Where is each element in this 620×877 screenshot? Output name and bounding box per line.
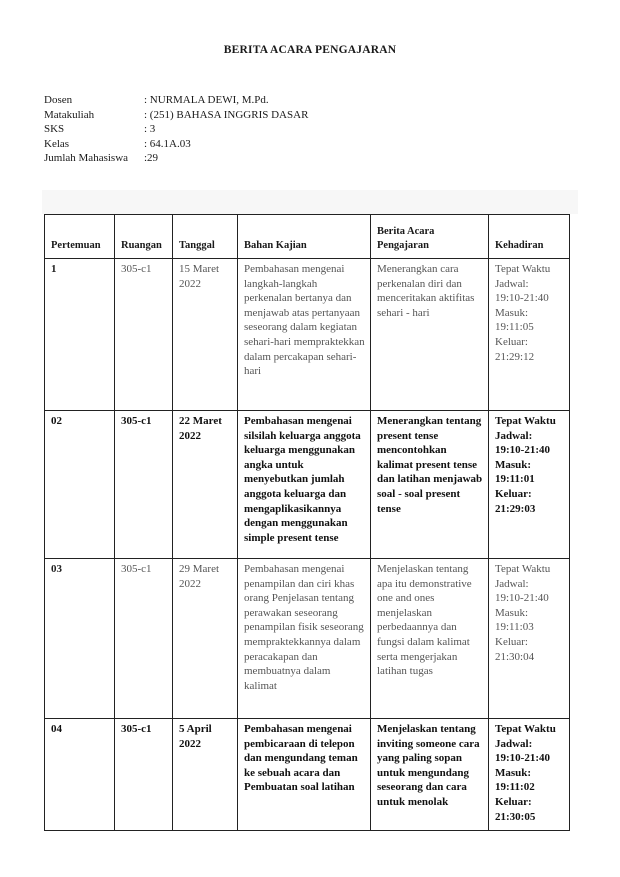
info-row-kelas (44, 137, 308, 152)
cell-pertemuan: 04 (45, 719, 115, 831)
cell-ruangan: 305-c1 (115, 559, 173, 719)
schedule-value: 19:10-21:40 (495, 292, 549, 305)
attendance-status: Tepat Waktu (495, 563, 551, 575)
schedule-label: Jadwal: (495, 577, 529, 590)
header-pertemuan: Pertemuan (45, 215, 115, 259)
info-value: : NURMALA DEWI, M.Pd. (144, 94, 269, 106)
info-value: : 64.1A.03 (144, 137, 191, 150)
info-label: Kelas (44, 137, 70, 150)
info-value: : 3 (144, 123, 156, 136)
check-out-label: Keluar: (495, 795, 532, 808)
check-in-label: Masuk: (495, 306, 528, 319)
check-out-value: 21:30:05 (495, 810, 536, 823)
info-row-matakuliah (44, 108, 308, 123)
check-in-label: Masuk: (495, 766, 532, 779)
check-out-label: Keluar: (495, 635, 528, 648)
schedule-label: Jadwal: (495, 737, 533, 750)
table-row (45, 559, 570, 719)
attendance-status: Tepat Waktu (495, 415, 556, 427)
cell-kehadiran (489, 719, 570, 831)
check-out-value: 21:29:03 (495, 502, 536, 515)
schedule-value: 19:10-21:40 (495, 752, 550, 765)
header-berita-acara: Berita Acara Pengajaran (371, 215, 489, 259)
header-ruangan: Ruangan (115, 215, 173, 259)
cell-pertemuan: 03 (45, 559, 115, 719)
cell-bahan-kajian: Pembahasan mengenai pembicaraan di telepon dan mengundang teman ke sebuah acara dan Pembuatan soal latihan (238, 719, 371, 831)
cell-bahan-kajian: Pembahasan mengenai silsilah keluarga anggota keluarga menggunakan angka untuk menyebutkan jumlah anggota keluarga dan mengaplikasikannya dengan menggunakan simple present tense (238, 411, 371, 559)
cell-berita-acara: Menerangkan cara perkenalan diri dan menceritakan aktifitas sehari - hari (371, 259, 489, 411)
cell-kehadiran (489, 259, 570, 411)
cell-bahan-kajian: Pembahasan mengenai langkah-langkah perkenalan bertanya dan menjawab atas pertanyaan seseorang dalam kegiatan sehari-hari mempraktekkan dalam percakapan sehari-hari (238, 259, 371, 411)
info-label: Matakuliah (44, 108, 95, 121)
table-row (45, 411, 570, 559)
attendance-status: Tepat Waktu (495, 263, 551, 275)
schedule-label: Jadwal: (495, 277, 529, 290)
info-row-sks (44, 122, 308, 137)
info-label: Dosen (44, 94, 73, 106)
schedule-label: Jadwal: (495, 429, 533, 442)
check-in-value: 19:11:02 (495, 781, 535, 794)
cell-kehadiran (489, 411, 570, 559)
info-label: Jumlah Mahasiswa (44, 152, 129, 165)
cell-tanggal: 29 Maret 2022 (173, 559, 238, 719)
course-info (44, 93, 308, 166)
cell-ruangan: 305-c1 (115, 411, 173, 559)
document-title: BERITA ACARA PENGAJARAN (223, 44, 397, 56)
check-in-label: Masuk: (495, 606, 528, 619)
header-bahan-kajian: Bahan Kajian (238, 215, 371, 259)
header-tanggal: Tanggal (173, 215, 238, 259)
table-header-row (45, 215, 570, 259)
cell-ruangan: 305-c1 (115, 259, 173, 411)
check-in-value: 19:11:05 (495, 321, 534, 334)
check-out-label: Keluar: (495, 487, 532, 500)
check-out-label: Keluar: (495, 335, 528, 348)
cell-pertemuan: 02 (45, 411, 115, 559)
schedule-value: 19:10-21:40 (495, 444, 550, 457)
info-value: :29 (144, 152, 159, 165)
cell-pertemuan: 1 (45, 259, 115, 411)
cell-berita-acara: Menjelaskan tentang inviting someone cara yang paling sopan untuk mengundang seseorang dan cara untuk menolak (371, 719, 489, 831)
cell-berita-acara: Menerangkan tentang present tense mencontohkan kalimat present tense dan latihan menjawab soal - soal present tense (371, 411, 489, 559)
info-value: : (251) BAHASA INGGRIS DASAR (144, 108, 309, 121)
cell-bahan-kajian: Pembahasan mengenai penampilan dan ciri khas orang Penjelasan tentang perawakan seseorang penampilan fisik seseorang mempraktekkannya dalam peracakapan dan membuatnya dalam kalimat (238, 559, 371, 719)
check-in-value: 19:11:01 (495, 473, 535, 486)
header-shade (42, 190, 578, 214)
check-out-value: 21:29:12 (495, 350, 535, 363)
header-kehadiran: Kehadiran (489, 215, 570, 259)
schedule-value: 19:10-21:40 (495, 592, 549, 605)
info-label: SKS (44, 123, 65, 136)
cell-ruangan: 305-c1 (115, 719, 173, 831)
check-out-value: 21:30:04 (495, 650, 535, 663)
cell-kehadiran (489, 559, 570, 719)
cell-tanggal: 15 Maret 2022 (173, 259, 238, 411)
info-row-jumlah-mahasiswa (44, 151, 308, 166)
cell-tanggal: 5 April 2022 (173, 719, 238, 831)
info-row-dosen (44, 93, 308, 108)
cell-berita-acara: Menjelaskan tentang apa itu demonstrative one and ones menjelaskan perbedaannya dan fungsi dalam kalimat serta mengerjakan latihan tugas (371, 559, 489, 719)
cell-tanggal: 22 Maret 2022 (173, 411, 238, 559)
teaching-record-table (44, 214, 570, 831)
attendance-status: Tepat Waktu (495, 723, 556, 735)
check-in-label: Masuk: (495, 458, 532, 471)
table-row (45, 259, 570, 411)
table-row (45, 719, 570, 831)
check-in-value: 19:11:03 (495, 621, 534, 634)
